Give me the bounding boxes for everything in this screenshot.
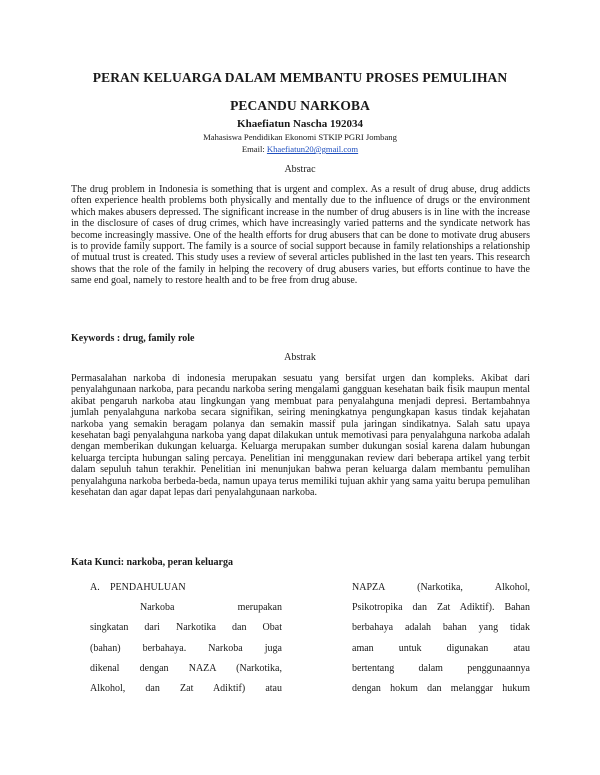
abstract-id-heading: Abstrak	[284, 352, 316, 363]
text-line: NAPZA (Narkotika, Alkohol,	[352, 582, 530, 593]
email-link[interactable]: Khaefiatun20@gmail.com	[266, 144, 359, 154]
text-line: berbahaya adalah bahan yang tidak	[352, 622, 530, 634]
text-line: Alkohol, dan Zat Adiktif) atau	[90, 683, 282, 695]
section-body-left	[90, 598, 282, 699]
author-name: Khaefiatun Nascha 192034	[237, 118, 363, 130]
email-label: Email:	[241, 144, 267, 154]
body-column-right	[352, 578, 530, 699]
section-title: PENDAHULUAN	[110, 582, 186, 593]
text-line: aman untuk digunakan atau	[352, 642, 530, 654]
author-email	[60, 144, 540, 154]
abstract-id-text: Permasalahan narkoba di indonesia merupakan sesuatu yang bersifat urgen dan kompleks. Akibat dari penyalahgunaan narkoba, para pecandu narkoba sering mengalami gangguan kesehatan baik fisik maupun mental akibat pengaruh narkoba atau lingkungan yang membuat para penyalahguna menjadi depresi. Bertambahnya jumlah penyalahguna narkoba secara signifikan, seiring meningkatnya pengungkapan kasus tindak kejahatan narkoba yang semakin beragam polanya dan semakin massif pula jaringan sindikatnya. Salah satu upaya kesehatan bagi penyalahguna narkoba yang dapat dilakukan untuk memotivasi para penyalahguna narkoba adalah dengan memberikan dukungan keluarga. Keluarga merupakan sumber dukungan sosial karena dalam hubungan keluarga tercipta hubungan saling percaya. Penelitian ini menggunakan review dari beberapa artikel yang terbit dalam sepuluh tahun terakhir. Penelitian ini menunjukan bahwa peran keluarga dalam membantu pemulihan penyalahguna narkoba berbeda-beda, namun upaya terus memiliki tujuan akhir yang sama yaitu berupa pemulihan kesehatan dan agar dapat lepas dari penyalahgunaan narkoba.	[71, 373, 530, 499]
text-line: bertentang dalam penggunaannya	[352, 662, 530, 674]
abstract-en-heading: Abstrac	[284, 164, 316, 175]
author-affiliation: Mahasiswa Pendidikan Ekonomi STKIP PGRI Jombang	[203, 132, 397, 142]
text-line: dengan hokum dan melanggar hukum	[352, 683, 530, 695]
section-number: A.	[90, 582, 100, 593]
text-line: (bahan) berbahaya. Narkoba juga	[90, 642, 282, 654]
section-heading	[90, 578, 282, 598]
text-line: dikenal dengan NAZA (Narkotika,	[90, 662, 282, 674]
paper-title-line-1: PERAN KELUARGA DALAM MEMBANTU PROSES PEMULIHAN	[92, 70, 508, 85]
abstract-en-text: The drug problem in Indonesia is something that is urgent and complex. As a result of drug abuse, drug addicts often experience health problems both physically and mentally due to the influence of drugs or the environment which makes abusers depressed. The significant increase in the number of drug abusers is in line with the increase in the disclosure of cases of drug crimes, which have increasingly varied patterns and the syndicate network has become increasingly massive. One of the health efforts for drug abusers that can be done to motivate drug abusers is to provide family support. The family is a source of social support because in family relationships a relationship of mutual trust is created. This study uses a review of several articles published in the last ten years. This research shows that the role of the family in helping the recovery of drug abusers varies, but efforts continue to have the same end goal, namely to restore health and to be free from drug abuse.	[71, 184, 530, 287]
keywords-id: Kata Kunci: narkoba, peran keluarga	[71, 557, 233, 568]
text-line: Psikotropika dan Zat Adiktif). Bahan	[352, 602, 530, 614]
text-line: Narkoba merupakan	[140, 602, 282, 614]
text-line: singkatan dari Narkotika dan Obat	[90, 622, 282, 634]
body-column-left	[90, 578, 282, 699]
paper-title-line-2: PECANDU NARKOBA	[230, 98, 370, 113]
keywords-en: Keywords : drug, family role	[71, 333, 195, 344]
